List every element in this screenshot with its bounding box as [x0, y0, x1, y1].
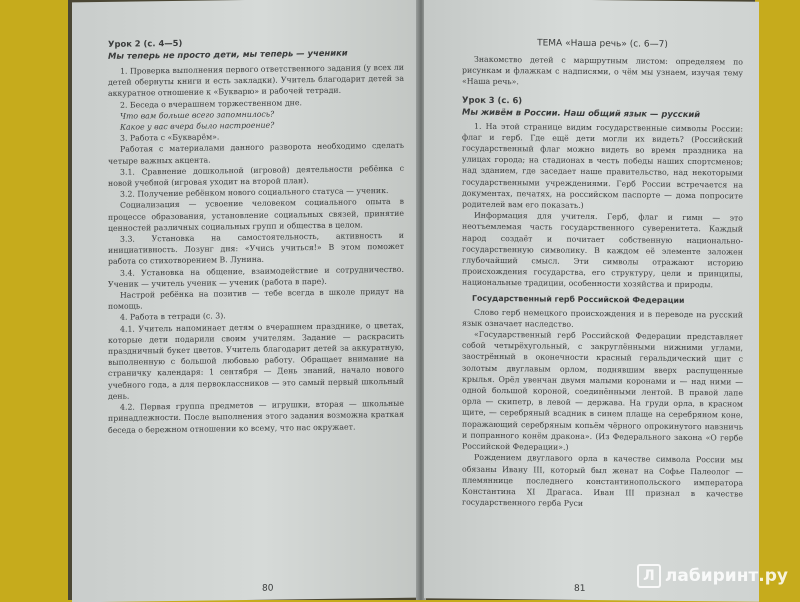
right-section-paragraph-list	[462, 306, 743, 511]
paragraph: 4.1. Учитель напоминает детям о вчерашнем празднике, о цветах, которые дети подарили своим учителям. Задание — раскрасить праздничный букет цветов. Учитель благодарит детей за аккуратную, выполненную с большой любовью работу. Обращает внимание на страничку календаря: 1 сентября — День знаний, начало нового учебного года, а для первоклассников — это самый первый школьный день.	[108, 320, 404, 401]
paragraph: Какое у вас вчера было настроение?	[120, 120, 275, 132]
paragraph: 1. Проверка выполнения первого ответственного задания (у всех ли детей обернуты книги и есть закладки). Учитель благодарит детей за аккуратное отношение к «Букварю» и рабочей тетради.	[108, 62, 404, 99]
right-intro-list	[462, 54, 743, 91]
paragraph: 3. Работа с «Букварём».	[120, 132, 220, 143]
paragraph: Информация для учителя. Герб, флаг и гимн — это неотъемлемая часть государственного суверенитета. Каждый народ создаёт и почитает собственную национально-государственную символику. В каждом её элементе заложен глубочайший смысл. Эти символы отражают историю происхождения государства, его структуру, цели и принципы, национальные традиции, особенности хозяйства и природы.	[462, 211, 743, 290]
left-page-number: 80	[262, 583, 274, 594]
labirint-watermark	[637, 564, 788, 588]
paragraph: 3.1. Сравнение дошкольной (игровой) деятельности ребёнка с новой учебной (игровая уходит на второй план).	[108, 163, 404, 188]
paragraph: 4.2. Первая группа предметов — игрушки, вторая — школьные принадлежности. После выполнения этого задания возможна краткая беседа о бережном отношении ко всему, что нас окружает.	[108, 398, 404, 435]
labirint-logo-icon: Л	[637, 564, 661, 588]
paragraph: Что вам больше всего запомнилось?	[120, 109, 275, 121]
left-paragraph-list	[108, 62, 404, 436]
left-page	[72, 0, 418, 602]
right-page	[424, 0, 759, 602]
paragraph: Слово герб немецкого происхождения и в переводе на русский язык означает наследство.	[462, 307, 743, 329]
paragraph: 3.3. Установка на самостоятельность, активность и инициативность. Лозунг дня: «Учись учиться!» В этом поможет работа со стихотворением В. Лунина.	[108, 230, 404, 267]
right-lesson-title: Урок 3 (с. 6)	[462, 94, 523, 105]
right-paragraph-list	[462, 120, 743, 291]
paragraph: «Государственный герб Российской Федерации представляет собой четырёхугольный, с закруглёнными нижними углами, заострённый в оконечности красный геральдический щит с золотым двуглавым орлом, поднявшим вверх распущенные крылья. Орёл увенчан двумя малыми коронами и — над ними — одной большой короной, соединёнными лентой. В правой лапе орла — скипетр, в левой — держава. На груди орла, в красном щите, — серебряный всадник в синем плаще на серебряном коне, поражающий серебряным копьём чёрного опрокинутого навзничь и попранного конём дракона». (Из Федерального закона «О гербе Российской Федерации».)	[462, 329, 743, 452]
left-lesson-subtitle: Мы теперь не просто дети, мы теперь — ученики	[108, 47, 348, 61]
paragraph: Знакомство детей с маршрутным листом: определяем по рисункам и флажкам с надписями, о чём мы узнаем, изучая тему «Наша речь».	[462, 54, 743, 87]
paragraph: Социализация — усвоение человеком социального опыта в процессе образования, установление социальных связей, принятие ценностей различных социальных групп и общества в целом.	[108, 197, 404, 233]
right-section-title: Государственный герб Российской Федерации	[472, 293, 685, 305]
paragraph: 3.2. Получение ребёнком нового социального статуса — ученик.	[120, 186, 389, 199]
paragraph: 2. Беседа о вчерашнем торжественном дне.	[120, 97, 302, 110]
left-lesson-title: Урок 2 (с. 4—5)	[108, 37, 183, 49]
paragraph: 4. Работа в тетради (с. 3).	[120, 311, 226, 323]
paragraph: Настрой ребёнка на позитив — тебе всегда в школе придут на помощь.	[108, 286, 404, 312]
right-lesson-subtitle: Мы живём в России. Наш общий язык — русский	[462, 106, 701, 119]
paragraph: Работая с материалами данного разворота необходимо сделать четыре важных акцента.	[108, 141, 404, 166]
paragraph: Рождением двуглавого орла в качестве символа России мы обязаны Ивану III, который был женат на Софье Палеолог — племяннице последнего константинопольского императора Константина XI Драгаса. Иван III признал в качестве государственного герба Руси	[462, 453, 743, 509]
watermark-text: лабиринт.ру	[664, 566, 788, 586]
right-page-number: 81	[574, 583, 586, 594]
paragraph: 3.4. Установка на общение, взаимодействие и сотрудничество. Ученик — учитель ученик — ученик (работа в паре).	[108, 264, 404, 289]
paragraph: 1. На этой странице видим государственные символы России: флаг и герб. Где ещё дети могли их видеть? (Российский государственный флаг можно видеть во время праздника на улицах города; на стадионах в честь победы наших спортсменов; над зданием, где заседает наше правительство, над некоторыми государственными учреждениями. Герб России встречается на документах, печатях, на российском паспорте — дома попросите родителей вам его показать.)	[462, 121, 743, 210]
right-theme-title: ТЕМА «Наша речь» (с. 6—7)	[537, 38, 668, 50]
